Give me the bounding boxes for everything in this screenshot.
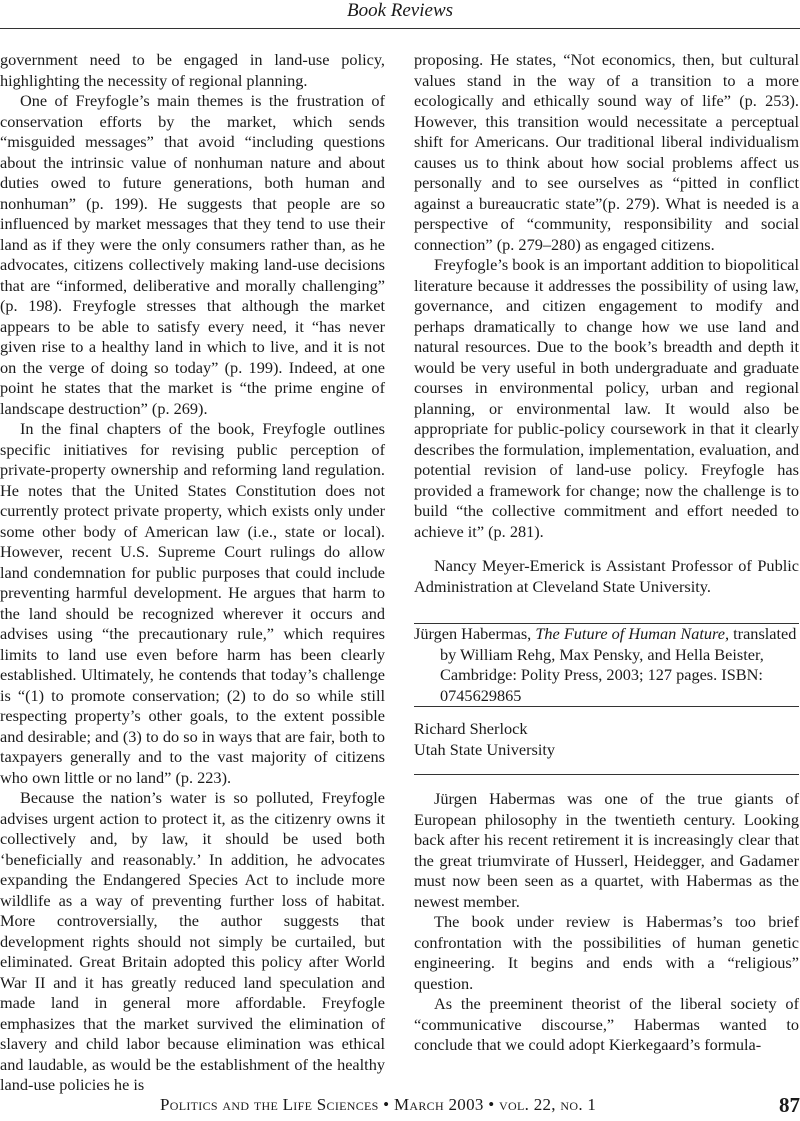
reviewer-note: Nancy Meyer-Emerick is Assistant Professor of Public Administration at Cleveland State University. [414,556,799,596]
running-head: Book Reviews [346,0,454,21]
left-column [0,50,385,1096]
paragraph: proposing. He states, “Not economics, then, but cultural values stand in the way of a transition to a more ecologically and ethically sound way of life” (p. 253). However, this transition would necessitate a perceptual shift for Americans. Our traditional liberal individualism causes us to think about how social problems affect us personally and to see ourselves as “pitted in conflict against a bureaucratic state”(p. 279). What is needed is a perspective of “community, responsibility and social connection” (p. 279–280) as engaged citizens. [414,50,799,254]
reviewer-affiliation: Utah State University [414,739,556,759]
header-rule [0,28,800,29]
paragraph: Freyfogle’s book is an important addition to biopolitical literature because it addresses the possibility of using law, governance, and citizen engagement to modify and perhaps dramatically to change how we use land and natural resources. Due to the book’s breadth and depth it would be very useful in both undergraduate and graduate courses in environmental policy, urban and regional planning, or environmental law. It would also be appropriate for public-policy coursework in that it clearly describes the formulation, implementation, evaluation, and potential revision of land-use policy. Freyfogle has provided a framework for change; now the challenge is to build “the collective commitment and effort needed to achieve it” (p. 281). [414,255,799,541]
book-title: The Future of Human Nature, [535,624,730,643]
paragraph: The book under review is Habermas’s too brief confrontation with the possibilities of human genetic engineering. It begins and ends with a “religious” question. [414,912,799,993]
book-author: Jürgen Habermas, [414,624,532,643]
right-column [414,50,799,1056]
journal-citation: Politics and the Life Sciences • March 2003 • vol. 22, no. 1 [160,1095,597,1114]
paragraph: In the final chapters of the book, Freyfogle outlines specific initiatives for revising public perception of private-property ownership and reforming land regulation. He notes that the United States Constitution does not currently protect private property, which exists only under some other body of American law (i.e., state or local). However, recent U.S. Supreme Court rulings do allow land condemnation for public purposes that could include preventing harmful development. He argues that harm to the land should be recognized wherever it occurs and advises using “the precautionary rule,” which requires limits to land use even before harm has been clearly established. Ultimately, he contends that today’s challenge is “(1) to promote conservation; (2) to do so while still respecting property’s other goals, to the extent possible and desirable; and (3) to do so in ways that are fair, both to taxpayers generally and to the vast majority of citizens who own little or no land” (p. 223). [0,419,385,787]
section-rule [414,774,799,775]
paragraph: One of Freyfogle’s main themes is the frustration of conservation efforts by the market, which sends “misguided messages” that avoid “including questions about the intrinsic value of nonhuman nature and about duties owed to future generations, both human and nonhuman” (p. 199). He suggests that people are so influenced by market messages that they tend to use their land as if they were the only consumers rather than, as he advocates, citizens collectively making land-use decisions that are “informed, deliberative and morally challenging” (p. 198). Freyfogle stresses that although the market appears to be able to satisfy every need, it “has never given rise to a healthy land in which to live, and it is not on the verge of doing so today” (p. 199). Indeed, at one point he states that the market is “the prime engine of landscape destruction” (p. 269). [0,91,385,418]
paragraph: As the preeminent theorist of the liberal society of “communicative discourse,” Habermas wanted to conclude that we could adopt Kierkegaard’s formula- [414,994,799,1054]
page-footer [0,1093,800,1117]
paragraph: Because the nation’s water is so polluted, Freyfogle advises urgent action to protect it, as the citizenry owns it collectively and, by law, it should be used both ‘beneficially and reasonably.’ In addition, he advocates expanding the Endangered Species Act to include more wildlife as a way of preventing further loss of habitat. More controversially, the author suggests that development rights should not simply be curtailed, but eliminated. Great Britain adopted this policy after World War II and it has greatly reduced land speculation and made land in general more affordable. Freyfogle emphasizes that the market survived the elimination of slavery and child labor because elimination was ethical and laudable, as would be the establishment of the healthy land-use policies he is [0,788,385,1094]
reviewer-name: Richard Sherlock [414,719,528,738]
reviewer-block [414,719,799,760]
paragraph: government need to be engaged in land-use policy, highlighting the necessity of regional planning. [0,50,385,90]
section-rule [414,706,799,707]
paragraph: Jürgen Habermas was one of the true giants of European philosophy in the twentieth century. Looking back after his recent retirement it is increasingly clear that the great triumvirate of Husserl, Heidegger, and Gadamer must now been seen as a quartet, with Habermas as the newest member. [414,789,799,911]
book-entry [414,624,799,706]
page-number: 87 [779,1093,800,1117]
book-details: translated by William Rehg, Max Pensky, and Hella Beister, Cambridge: Polity Press, 2003; 127 pages. ISBN: 0745629865 [440,624,797,705]
